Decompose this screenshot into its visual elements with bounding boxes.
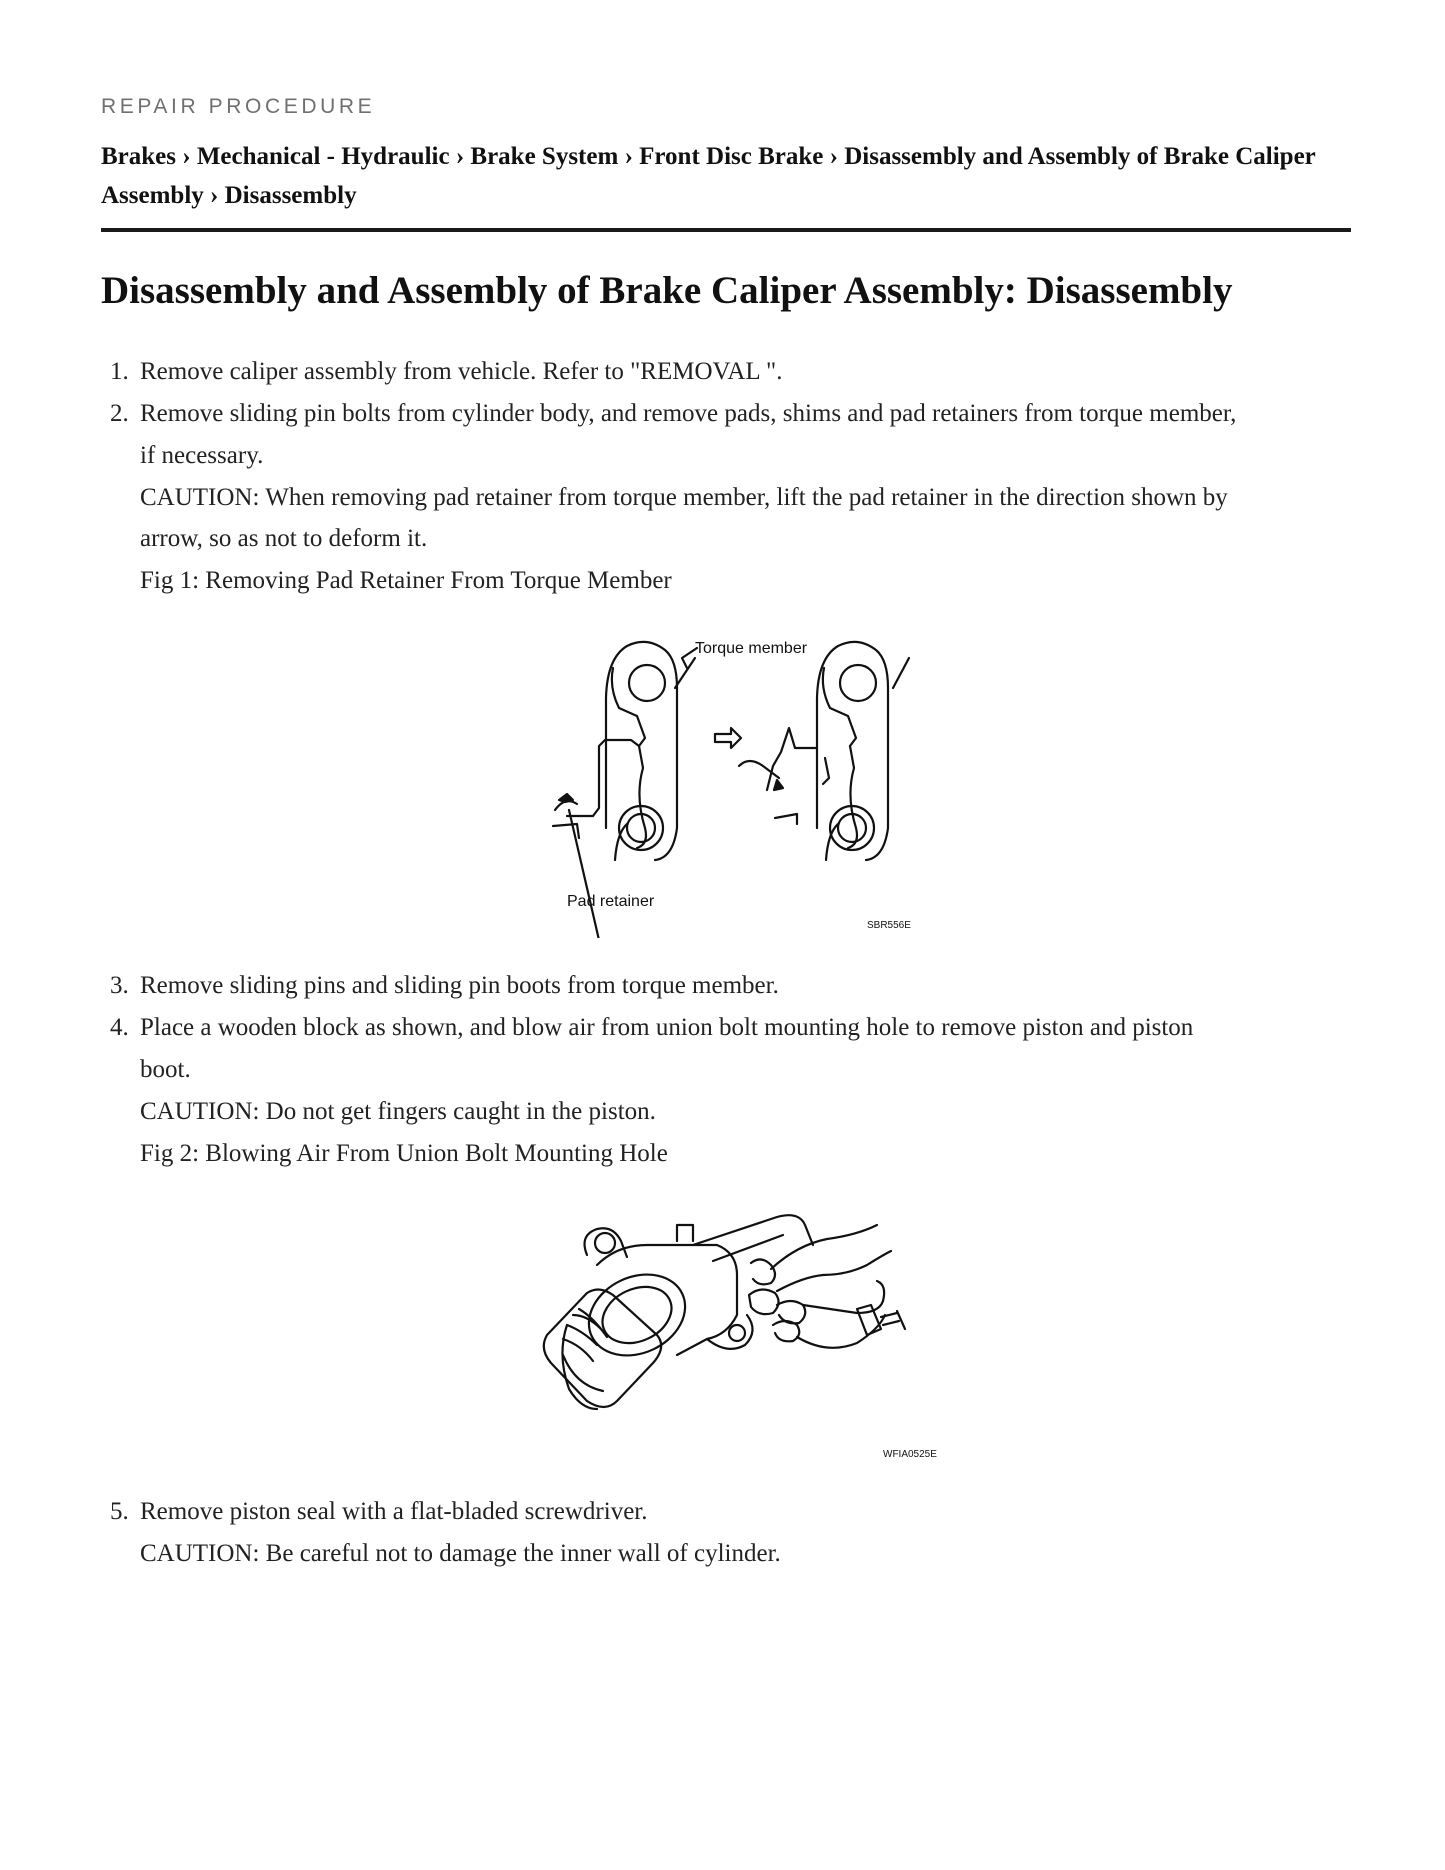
step-2-caution-continued: arrow, so as not to deform it. [140, 525, 428, 552]
step-5 [110, 1491, 648, 1533]
step-text: Remove sliding pin bolts from cylinder body, and remove pads, shims and pad retainers from torque member, [140, 400, 1237, 427]
breadcrumb-item-mechanical-hydraulic[interactable]: Mechanical - Hydraulic [196, 143, 450, 170]
breadcrumb-item-disassembly[interactable]: Disassembly [224, 182, 357, 209]
breadcrumb-separator: › [182, 143, 191, 170]
figure-2-drawing [527, 1205, 1067, 1465]
step-2-caution: CAUTION: When removing pad retainer from torque member, lift the pad retainer in the direction shown by [140, 484, 1228, 511]
step-2 [110, 393, 1237, 435]
figure-1-caption: Fig 1: Removing Pad Retainer From Torque Member [140, 567, 672, 594]
header-divider [101, 228, 1351, 232]
breadcrumb-separator: › [210, 182, 219, 209]
figure-2-caption: Fig 2: Blowing Air From Union Bolt Mounting Hole [140, 1140, 668, 1167]
breadcrumb-separator: › [624, 143, 633, 170]
figure-1-drawing [527, 628, 1067, 938]
step-3 [110, 965, 779, 1007]
page-title: Disassembly and Assembly of Brake Caliper Assembly: Disassembly [101, 269, 1233, 312]
figure-1-pad-retainer [527, 628, 1067, 938]
step-4 [110, 1007, 1194, 1049]
step-number: 5. [110, 1498, 129, 1525]
step-number: 4. [110, 1014, 129, 1041]
figure-2-blowing-air [527, 1205, 1067, 1465]
step-text: Remove sliding pins and sliding pin boots from torque member. [140, 972, 779, 999]
pad-retainer-label: Pad retainer [567, 893, 655, 910]
breadcrumb-item-disassembly-and-assembly[interactable]: Disassembly and Assembly of Brake Caliper Assembly [101, 143, 1316, 209]
step-2-text-continued: if necessary. [140, 442, 264, 469]
step-number: 3. [110, 972, 129, 999]
step-4-caution: CAUTION: Do not get fingers caught in the piston. [140, 1098, 656, 1125]
step-5-caution: CAUTION: Be careful not to damage the inner wall of cylinder. [140, 1540, 781, 1567]
breadcrumb-separator: › [455, 143, 465, 170]
torque-member-label: Torque member [695, 640, 808, 657]
section-eyebrow: REPAIR PROCEDURE [101, 95, 376, 118]
breadcrumb-item-brake-system[interactable]: Brake System [470, 143, 619, 170]
step-text: Remove caliper assembly from vehicle. Refer to "REMOVAL ". [140, 358, 783, 385]
step-text: Remove piston seal with a flat-bladed screwdriver. [140, 1498, 648, 1525]
step-number: 1. [110, 358, 129, 385]
breadcrumb [101, 137, 1351, 215]
breadcrumb-item-brakes[interactable]: Brakes [101, 143, 176, 170]
step-text: Place a wooden block as shown, and blow air from union bolt mounting hole to remove piston and piston [140, 1014, 1194, 1041]
figure-1-code: SBR556E [867, 920, 911, 931]
step-1 [110, 351, 783, 393]
step-number: 2. [110, 400, 129, 427]
step-4-text-continued: boot. [140, 1056, 191, 1083]
breadcrumb-separator: › [829, 143, 838, 170]
figure-2-code: WFIA0525E [883, 1449, 937, 1460]
breadcrumb-item-front-disc-brake[interactable]: Front Disc Brake [639, 143, 824, 170]
